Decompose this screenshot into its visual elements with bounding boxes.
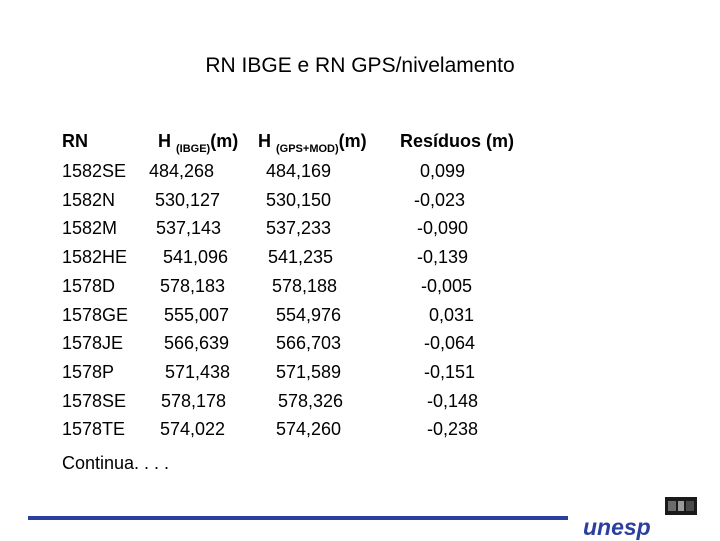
header-h-ibge-unit: (m) (210, 131, 239, 151)
rn-code: 1582HE (62, 247, 128, 268)
residuo-value: 0,099 (419, 161, 465, 181)
residuo-value: -0,151 (423, 361, 475, 382)
rn-code: 1578TE (62, 419, 126, 440)
residuo-value: -0,090 (416, 218, 468, 239)
header-h-gps-unit: (m) (338, 131, 367, 151)
h-ibge-value: 566,639 (164, 333, 230, 354)
rn-code: 1578SE (62, 390, 127, 411)
residuo-value: -0,005 (420, 275, 472, 296)
rn-code: 1578D (62, 275, 116, 296)
residuo-value: -0,064 (423, 333, 475, 354)
h-gps-value: 578,326 (278, 390, 344, 411)
residuo-value: -0,139 (416, 247, 468, 268)
header-h-gps-sub: (GPS+MOD) (276, 143, 339, 155)
h-ibge-value: 484,268 (149, 161, 215, 181)
h-ibge-value: 571,438 (165, 361, 231, 382)
h-ibge-value: 578,178 (161, 390, 227, 411)
unesp-logo-icon (665, 497, 697, 515)
residuo-value: -0,023 (413, 189, 465, 210)
h-gps-value: 566,703 (276, 333, 342, 354)
h-gps-value: 541,235 (268, 247, 334, 268)
rn-code: 1582M (62, 218, 118, 239)
header-rn: RN (62, 131, 88, 151)
h-gps-value: 571,589 (276, 361, 342, 382)
h-ibge-value: 537,143 (156, 218, 222, 239)
h-ibge-value: 578,183 (160, 275, 226, 296)
header-residuos: Resíduos (m) (400, 131, 515, 151)
header-h-gps (258, 131, 367, 155)
header-h-ibge (158, 131, 238, 155)
unesp-brand: unesp (583, 514, 651, 540)
residuo-value: -0,238 (426, 419, 478, 440)
h-gps-value: 484,169 (266, 161, 332, 181)
residuo-value: -0,148 (426, 390, 478, 411)
rn-code: 1578GE (62, 304, 129, 325)
rn-code: 1578P (62, 361, 115, 382)
h-gps-value: 554,976 (276, 304, 342, 325)
h-gps-value: 578,188 (272, 275, 338, 296)
header-h-gps-prefix: H (258, 131, 276, 151)
h-ibge-value: 530,127 (155, 189, 221, 210)
footer-rule (28, 516, 568, 520)
h-ibge-value: 541,096 (163, 247, 229, 268)
rn-code: 1582N (62, 189, 116, 210)
rn-code: 1578JE (62, 333, 124, 354)
footer-note: Continua. . . . (62, 453, 170, 473)
header-h-ibge-sub: (IBGE) (176, 143, 211, 155)
slide-title: RN IBGE e RN GPS/nivelamento (205, 54, 515, 77)
residuo-value: 0,031 (428, 304, 474, 325)
h-ibge-value: 555,007 (164, 304, 230, 325)
h-gps-value: 537,233 (266, 218, 332, 239)
h-ibge-value: 574,022 (160, 419, 226, 440)
h-gps-value: 530,150 (266, 189, 332, 210)
header-h-ibge-prefix: H (158, 131, 176, 151)
h-gps-value: 574,260 (276, 419, 342, 440)
rn-code: 1582SE (62, 161, 127, 181)
